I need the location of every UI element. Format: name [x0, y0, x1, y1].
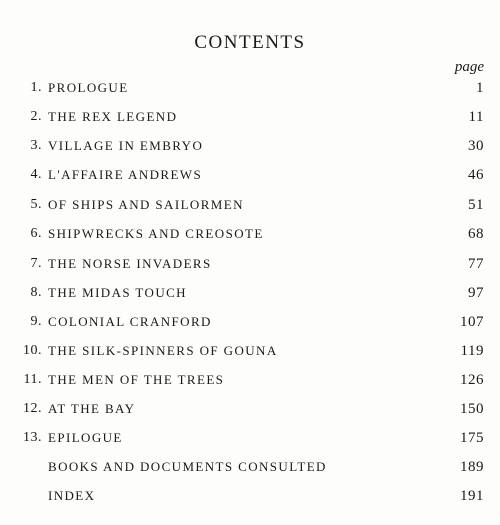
entry-number: 4. [30, 167, 42, 182]
entry-page: 51 [468, 197, 484, 213]
entry-title: PROLOGUE [48, 80, 129, 95]
entry-page: 46 [468, 167, 484, 183]
entry-page: 119 [460, 343, 484, 359]
entry-title: L'AFFAIRE ANDREWS [48, 167, 203, 182]
entry-page: 68 [468, 226, 484, 242]
entry-number: 11. [23, 372, 42, 387]
contents-entry [0, 484, 500, 508]
entry-page: 189 [460, 459, 484, 475]
entry-page: 175 [460, 430, 484, 446]
contents-entry [0, 163, 500, 187]
entry-page: 107 [460, 314, 484, 330]
page-title: CONTENTS [194, 32, 306, 53]
entry-title: SHIPWRECKS AND CREOSOTE [48, 226, 264, 241]
entry-title: OF SHIPS AND SAILORMEN [48, 197, 244, 212]
contents-entry [0, 455, 500, 479]
contents-entry [0, 281, 500, 305]
contents-entry [0, 339, 500, 363]
entry-number: 6. [30, 226, 42, 241]
entry-page: 30 [468, 138, 484, 154]
entry-page: 77 [468, 256, 484, 272]
contents-entry [0, 397, 500, 421]
entry-title: VILLAGE IN EMBRYO [48, 138, 204, 153]
entry-title: BOOKS AND DOCUMENTS CONSULTED [48, 459, 327, 474]
entry-title: THE MEN OF THE TREES [48, 372, 225, 387]
contents-entry [0, 368, 500, 392]
entry-title: EPILOGUE [48, 430, 123, 445]
entry-title: COLONIAL CRANFORD [48, 314, 212, 329]
page-column-label: page [454, 59, 484, 75]
contents-entry [0, 193, 500, 217]
contents-entry [0, 310, 500, 334]
entry-number: 7. [30, 256, 42, 271]
entry-title: THE REX LEGEND [48, 109, 178, 124]
contents-entry [0, 222, 500, 246]
contents-entry [0, 252, 500, 276]
entry-title: THE NORSE INVADERS [48, 256, 212, 271]
entry-page: 150 [460, 401, 484, 417]
entry-number: 8. [30, 285, 42, 300]
entry-title: THE SILK-SPINNERS OF GOUNA [48, 343, 278, 358]
entry-page: 11 [468, 109, 484, 125]
entry-title: AT THE BAY [48, 401, 136, 416]
entry-page: 191 [460, 488, 484, 504]
entry-number: 12. [23, 401, 42, 416]
entry-title: INDEX [48, 488, 96, 503]
entry-number: 3. [30, 138, 42, 153]
entry-page: 126 [460, 372, 484, 388]
entry-title: THE MIDAS TOUCH [48, 285, 187, 300]
entry-number: 9. [30, 314, 42, 329]
contents-entry [0, 426, 500, 450]
entry-page: 97 [468, 285, 484, 301]
entry-number: 13. [23, 430, 42, 445]
entry-number: 10. [23, 343, 42, 358]
contents-entry [0, 105, 500, 129]
contents-entry [0, 134, 500, 158]
entry-number: 1. [30, 80, 42, 95]
entry-page: 1 [476, 80, 484, 96]
entry-number: 5. [30, 197, 42, 212]
entry-number: 2. [30, 109, 42, 124]
contents-entry [0, 76, 500, 100]
